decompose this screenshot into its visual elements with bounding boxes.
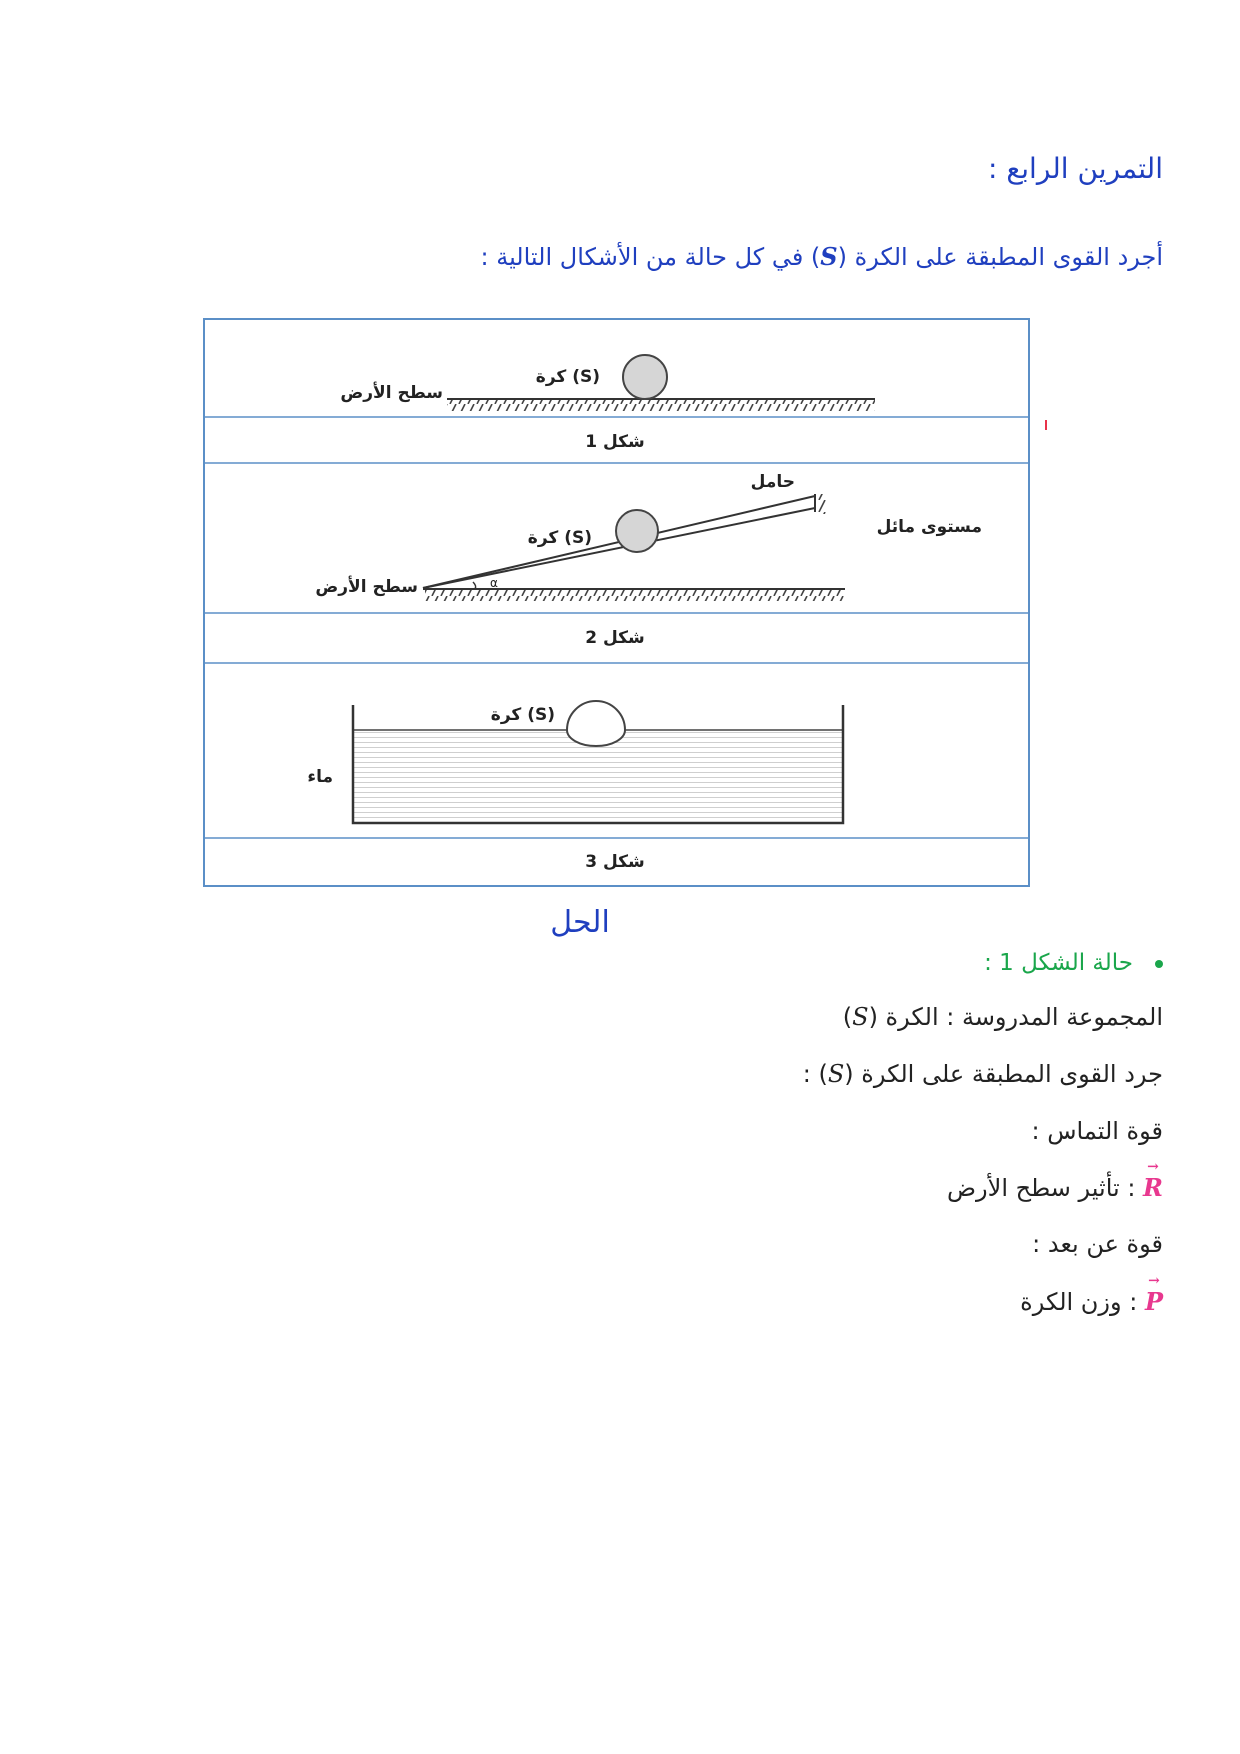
ball	[567, 701, 625, 746]
contact-force-heading: قوة التماس :	[1031, 1117, 1163, 1145]
figure-2	[315, 472, 982, 648]
caption-figure-2: شكل 2	[585, 628, 645, 648]
case-1-label: حالة الشكل 1 :	[984, 950, 1133, 976]
inventory-text-before: جرد القوى المطبقة على الكرة (	[844, 1060, 1163, 1088]
ground-hatching	[447, 400, 875, 411]
case-1-item	[984, 950, 1163, 976]
angle-arc	[473, 582, 476, 589]
inventory-symbol: S	[827, 1060, 845, 1088]
caption-figure-3: شكل 3	[585, 852, 645, 872]
inventory-line	[803, 1060, 1163, 1088]
force-p-line	[1020, 1273, 1163, 1316]
system-symbol: S	[852, 1003, 869, 1031]
ball	[623, 355, 667, 399]
exercise-prompt	[480, 242, 1163, 271]
force-p-vector	[1144, 1273, 1163, 1316]
holder-hatching	[817, 494, 827, 514]
force-r-description: : تأثير سطح الأرض	[947, 1174, 1144, 1202]
prompt-text-before: أجرد القوى المطبقة على الكرة (	[837, 243, 1163, 271]
ball-label: كرة (S)	[490, 705, 555, 725]
ball-label: كرة (S)	[535, 367, 600, 387]
figure-3	[307, 701, 843, 872]
ground-hatching	[425, 590, 845, 601]
system-text-after: )	[842, 1003, 853, 1031]
solution-heading: الحل	[550, 905, 610, 940]
force-p-symbol: P	[1144, 1287, 1163, 1316]
red-mark	[1045, 420, 1047, 430]
caption-figure-1: شكل 1	[585, 432, 645, 452]
incline-label: مستوى مائل	[876, 517, 982, 537]
inventory-text-after: ) :	[802, 1060, 828, 1088]
system-text-before: المجموعة المدروسة : الكرة (	[868, 1003, 1163, 1031]
bullet-icon	[1155, 960, 1163, 968]
ball-label: كرة (S)	[527, 528, 592, 548]
prompt-symbol-s: S	[820, 242, 838, 271]
force-r-line	[947, 1159, 1163, 1202]
force-r-vector	[1143, 1159, 1163, 1202]
holder-label: حامل	[750, 472, 795, 492]
distance-force-heading: قوة عن بعد :	[1032, 1230, 1163, 1258]
exercise-title: التمرين الرابع :	[988, 152, 1163, 185]
vector-arrow-icon: →	[1147, 1159, 1159, 1175]
force-p-description: : وزن الكرة	[1020, 1288, 1145, 1316]
ground-label: سطح الأرض	[340, 383, 443, 403]
ground-label: سطح الأرض	[315, 577, 418, 597]
water-label: ماء	[307, 767, 333, 787]
forces-figure	[203, 318, 1030, 887]
ball	[616, 510, 658, 552]
figure-1	[340, 355, 875, 452]
force-r-symbol: R	[1143, 1173, 1163, 1202]
angle-label: α	[490, 576, 498, 590]
vector-arrow-icon: →	[1148, 1273, 1160, 1289]
system-line	[843, 1003, 1163, 1031]
prompt-text-after: ) في كل حالة من الأشكال التالية :	[480, 243, 821, 271]
